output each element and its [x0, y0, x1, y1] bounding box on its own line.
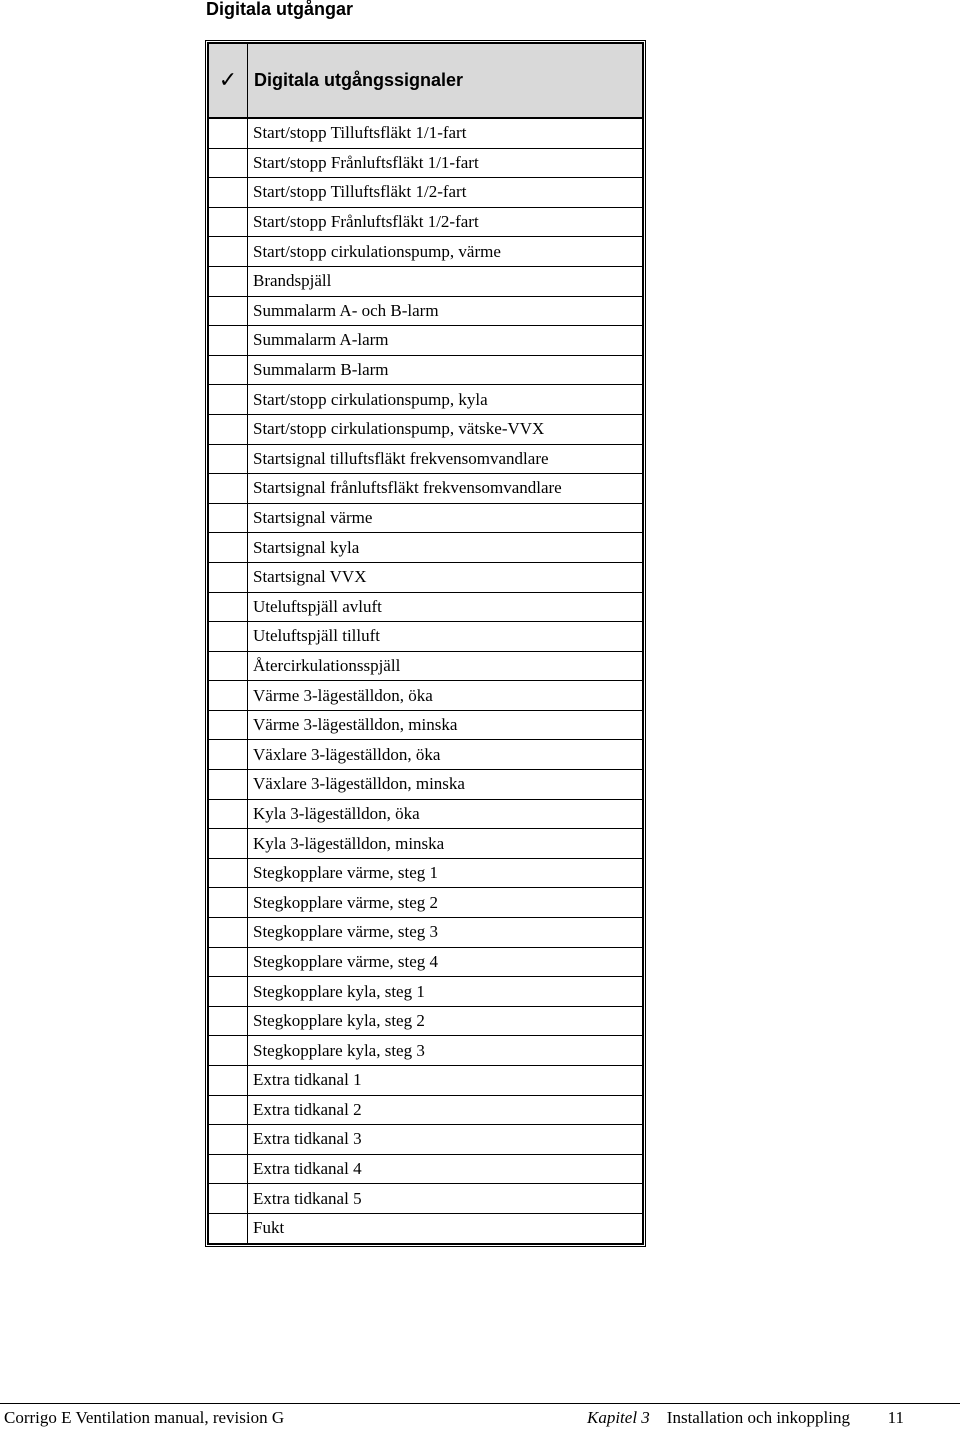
check-cell: [209, 829, 248, 859]
table-row: [209, 681, 643, 711]
table-row: [209, 888, 643, 918]
signal-label: Stegkopplare värme, steg 3: [248, 918, 643, 948]
signal-table: [205, 40, 646, 1247]
check-cell: [209, 296, 248, 326]
signal-label: Start/stopp Frånluftsfläkt 1/2-fart: [248, 207, 643, 237]
check-cell: [209, 1213, 248, 1243]
check-cell: [209, 118, 248, 148]
table-header-row: [209, 44, 643, 119]
table-row: [209, 622, 643, 652]
signal-label: Startsignal tilluftsfläkt frekvensomvandlare: [248, 444, 643, 474]
table-row: [209, 118, 643, 148]
signal-label: Startsignal värme: [248, 503, 643, 533]
table-row: [209, 977, 643, 1007]
signal-label: Start/stopp Tilluftsfläkt 1/1-fart: [248, 118, 643, 148]
table-row: [209, 1036, 643, 1066]
signal-label: Extra tidkanal 3: [248, 1125, 643, 1155]
signal-label: Växlare 3-lägeställdon, minska: [248, 770, 643, 800]
signal-label: Extra tidkanal 2: [248, 1095, 643, 1125]
signal-label: Värme 3-lägeställdon, minska: [248, 710, 643, 740]
table-row: [209, 355, 643, 385]
signal-label: Uteluftspjäll tilluft: [248, 622, 643, 652]
signal-label: Stegkopplare värme, steg 1: [248, 858, 643, 888]
signal-label: Extra tidkanal 1: [248, 1066, 643, 1096]
check-cell: [209, 1066, 248, 1096]
check-cell: [209, 414, 248, 444]
signal-label: Extra tidkanal 4: [248, 1154, 643, 1184]
signal-label: Stegkopplare kyla, steg 1: [248, 977, 643, 1007]
table-row: [209, 770, 643, 800]
signal-label: Startsignal frånluftsfläkt frekvensomvandlare: [248, 474, 643, 504]
table-row: [209, 1213, 643, 1243]
signal-label: Kyla 3-lägeställdon, minska: [248, 829, 643, 859]
signal-label: Växlare 3-lägeställdon, öka: [248, 740, 643, 770]
signal-label: Stegkopplare värme, steg 4: [248, 947, 643, 977]
check-cell: [209, 651, 248, 681]
table-row: [209, 148, 643, 178]
footer-chapter-info: [587, 1407, 850, 1429]
signal-label: Fukt: [248, 1213, 643, 1243]
table-row: [209, 1006, 643, 1036]
check-cell: [209, 740, 248, 770]
check-cell: [209, 444, 248, 474]
check-cell: [209, 326, 248, 356]
check-cell: [209, 1154, 248, 1184]
signal-label: Summalarm A-larm: [248, 326, 643, 356]
check-cell: [209, 1006, 248, 1036]
table-row: [209, 1154, 643, 1184]
check-cell: [209, 178, 248, 208]
footer-page-number: 11: [887, 1408, 904, 1427]
signal-label: Extra tidkanal 5: [248, 1184, 643, 1214]
table-row: [209, 385, 643, 415]
footer-chapter-label: Kapitel 3: [586, 1408, 650, 1427]
table-row: [209, 651, 643, 681]
check-cell: [209, 207, 248, 237]
check-cell: [209, 237, 248, 267]
table-row: [209, 799, 643, 829]
signal-label: Startsignal kyla: [248, 533, 643, 563]
signal-label: Uteluftspjäll avluft: [248, 592, 643, 622]
check-cell: [209, 799, 248, 829]
table-row: [209, 414, 643, 444]
signal-label: Kyla 3-lägeställdon, öka: [248, 799, 643, 829]
table-row: [209, 740, 643, 770]
check-cell: [209, 1036, 248, 1066]
check-cell: [209, 503, 248, 533]
check-cell: [209, 474, 248, 504]
check-cell: [209, 918, 248, 948]
table-row: [209, 444, 643, 474]
footer-document-title: Corrigo E Ventilation manual, revision G: [4, 1408, 285, 1427]
signal-label: Start/stopp Frånluftsfläkt 1/1-fart: [248, 148, 643, 178]
table-row: [209, 1066, 643, 1096]
signal-table-grid: [208, 43, 643, 1244]
table-row: [209, 207, 643, 237]
footer-chapter-title: Installation och inkoppling: [666, 1408, 850, 1427]
signal-label: Brandspjäll: [248, 266, 643, 296]
table-row: [209, 237, 643, 267]
table-row: [209, 533, 643, 563]
table-header-title: Digitala utgångssignaler: [248, 44, 643, 119]
check-cell: [209, 266, 248, 296]
signal-label: Stegkopplare kyla, steg 3: [248, 1036, 643, 1066]
table-row: [209, 1184, 643, 1214]
check-cell: [209, 770, 248, 800]
check-cell: [209, 710, 248, 740]
check-cell: [209, 858, 248, 888]
table-row: [209, 1125, 643, 1155]
signal-label: Summalarm A- och B-larm: [248, 296, 643, 326]
signal-label: Startsignal VVX: [248, 562, 643, 592]
table-row: [209, 592, 643, 622]
table-row: [209, 326, 643, 356]
check-cell: [209, 1095, 248, 1125]
table-row: [209, 562, 643, 592]
check-cell: [209, 562, 248, 592]
signal-label: Stegkopplare värme, steg 2: [248, 888, 643, 918]
signal-label: Start/stopp cirkulationspump, vätske-VVX: [248, 414, 643, 444]
table-row: [209, 296, 643, 326]
table-row: [209, 947, 643, 977]
check-cell: [209, 1184, 248, 1214]
table-row: [209, 829, 643, 859]
table-row: [209, 503, 643, 533]
signal-label: Start/stopp cirkulationspump, kyla: [248, 385, 643, 415]
signal-label: Start/stopp Tilluftsfläkt 1/2-fart: [248, 178, 643, 208]
check-cell: [209, 977, 248, 1007]
section-heading: Digitala utgångar: [206, 0, 354, 19]
table-row: [209, 710, 643, 740]
signal-label: Återcirkulationsspjäll: [248, 651, 643, 681]
signal-label: Värme 3-lägeställdon, öka: [248, 681, 643, 711]
check-cell: [209, 681, 248, 711]
check-cell: [209, 947, 248, 977]
check-cell: [209, 1125, 248, 1155]
footer-chapter-sep: [654, 1408, 663, 1427]
table-row: [209, 266, 643, 296]
table-row: [209, 1095, 643, 1125]
check-cell: [209, 888, 248, 918]
table-row: [209, 474, 643, 504]
table-row: [209, 918, 643, 948]
table-row: [209, 178, 643, 208]
check-cell: [209, 148, 248, 178]
check-cell: [209, 355, 248, 385]
signal-label: Stegkopplare kyla, steg 2: [248, 1006, 643, 1036]
check-cell: [209, 533, 248, 563]
check-cell: [209, 385, 248, 415]
signal-label: Summalarm B-larm: [248, 355, 643, 385]
table-row: [209, 858, 643, 888]
signal-label: Start/stopp cirkulationspump, värme: [248, 237, 643, 267]
checkmark-icon: ✓: [209, 44, 248, 119]
check-cell: [209, 622, 248, 652]
footer-divider: [0, 1403, 960, 1404]
check-cell: [209, 592, 248, 622]
